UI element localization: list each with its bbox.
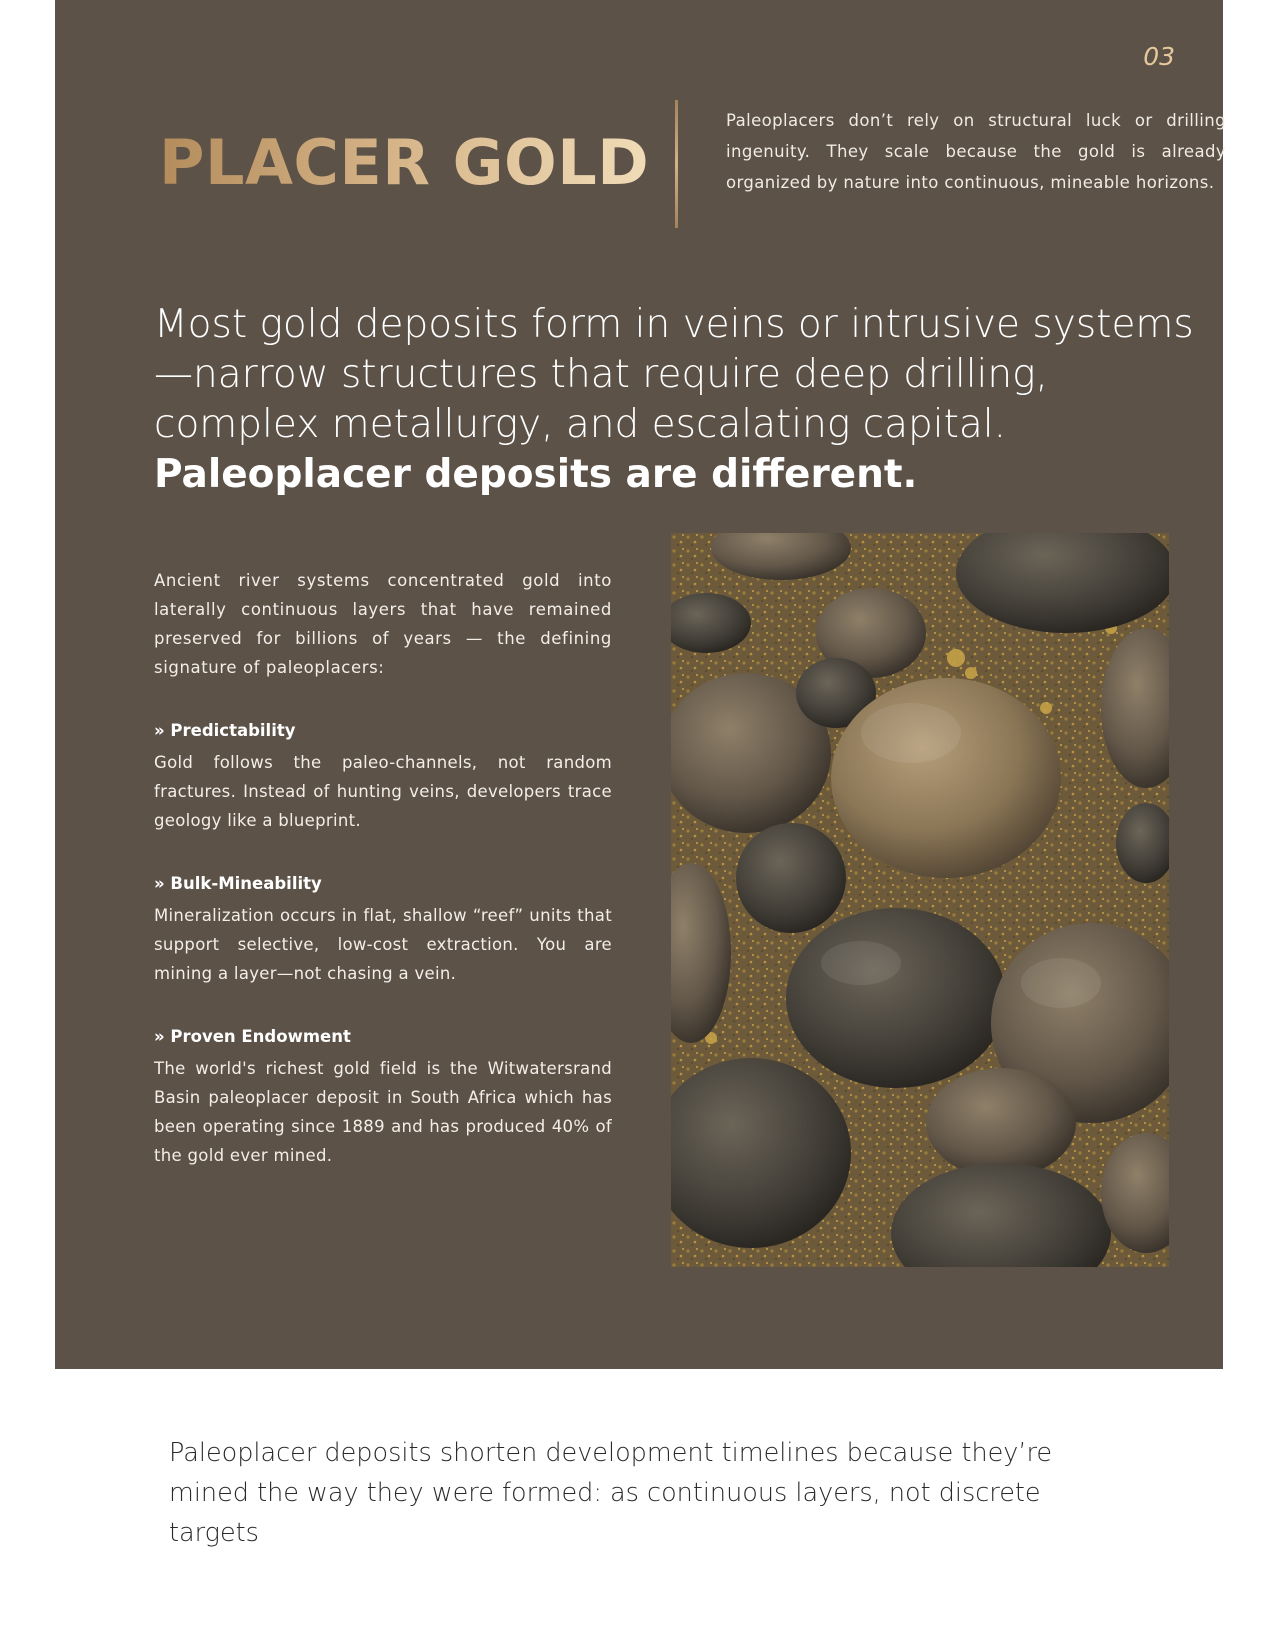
page-number: 03: [1143, 42, 1175, 71]
point-bulk-mineability: [154, 871, 612, 988]
rock-illustration: [671, 533, 1169, 1267]
point-proven-endowment: [154, 1024, 612, 1170]
feature-panel: [55, 0, 1226, 1369]
point-title: » Predictability: [154, 721, 296, 740]
point-text: Gold follows the paleo-channels, not random fractures. Instead of hunting veins, developers trace geology like a blueprint.: [154, 753, 612, 830]
body-intro: Ancient river systems concentrated gold into laterally continuous layers that have remained preserved for billions of years — the defining signature of paleoplacers:: [154, 571, 612, 677]
body-column: [154, 566, 612, 1170]
gold-gravel-photo: [671, 533, 1169, 1267]
vertical-divider: [675, 100, 678, 228]
page-title: PLACER GOLD: [159, 126, 650, 199]
point-title: » Bulk-Mineability: [154, 874, 322, 893]
intro-text: Paleoplacers don’t rely on structural luck or drilling ingenuity. They scale because the gold is already organized by nature into continuous, mineable horizons.: [726, 111, 1226, 192]
point-predictability: [154, 718, 612, 835]
lead-text: Most gold deposits form in veins or intrusive systems—narrow structures that require deep drilling, complex metallurgy, and escalating capital.: [154, 302, 1194, 447]
point-title: » Proven Endowment: [154, 1027, 351, 1046]
closing-statement: Paleoplacer deposits shorten development timelines because they’re mined the way they were formed: as continuous layers, not discrete targets: [169, 1438, 1053, 1548]
point-text: Mineralization occurs in flat, shallow “reef” units that support selective, low-cost extraction. You are mining a layer—not chasing a vein.: [154, 906, 612, 983]
lead-emphasis: Paleoplacer deposits are different.: [154, 452, 918, 497]
point-text: The world's richest gold field is the Witwatersrand Basin paleoplacer deposit in South Africa which has been operating since 1889 and has produced 40% of the gold ever mined.: [154, 1059, 612, 1165]
lead-statement: [154, 300, 1204, 500]
